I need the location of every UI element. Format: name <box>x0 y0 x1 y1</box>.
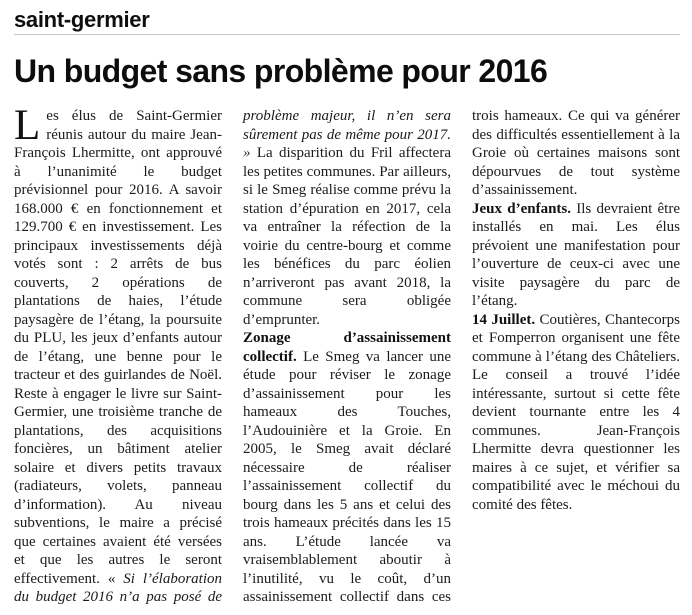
subhead-jeux: Jeux d’enfants. <box>472 200 571 217</box>
drop-cap: L <box>14 107 41 149</box>
section-kicker: saint-germier <box>14 7 150 32</box>
paragraph-14-juillet-text: Coutières, Chantecorps et Fomperron organisent une fête commune à l’étang des Châteliers. Le conseil a trouvé l’idée intéressante, surtout si cette fête devient tournante entre les 4 communes. Jean-François Lhermitte devra questionner les maires à ce sujet, et vérifier sa compatibilité avec le méchoui du comité des fêtes. <box>472 311 680 513</box>
quote-italic-text: Si l’élaboration du budget 2016 n’a pas posé de problème majeur, il n’en sera sûrement pas de même pour 2017. » <box>14 108 451 605</box>
subhead-14-juillet: 14 Juillet. <box>472 311 536 328</box>
article-headline: Un budget sans problème pour 2016 <box>14 53 548 89</box>
paragraph-intro-continuation: La disparition du Fril affectera les petites communes. Par ailleurs, si le Smeg réalise comme prévu la station d’épuration en 2017, cela va entraîner la réfection de la voirie du centre-bourg et comme les bénéfices du parc éolien n’arriveront pas avant 2018, la commune sera obligée d’emprunter. <box>243 145 451 328</box>
paragraph-14-juillet <box>472 311 680 515</box>
kicker-rule <box>14 34 680 35</box>
paragraph-intro-text: es élus de Saint-Germier réunis autour du maire Jean-François Lhermitte, ont approuvé à l’unanimité le budget prévisionnel pour 2016. A savoir 168.000 € en fonctionnement et 129.700 € en investissement. Les principaux investissements déjà votés sont : 2 arrêts de bus couverts, 2 opérations de plantations de haies, l’étude paysagère de l’étang, la poursuite du PLU, les jeux d’enfants autour de l’étang, une benne pour le tracteur et des guirlandes de Noël. Reste à engager le livre sur Saint-Germier, une troisième tranche de plantations, des acquisitions foncières, un bâtiment atelier solaire et divers petits travaux (radiateurs, volets, panneau d’information). Au niveau subventions, le maire a précisé que certaines avaient été versées et que les autres le seront effectivement. « <box>14 108 222 587</box>
paragraph-jeux-text: Ils devraient être installés en mai. Les élus prévoient une manifestation pour l’ouverture de ceux-ci avec une visite paysagère du parc de l’étang. <box>472 200 680 309</box>
paragraph-jeux <box>472 200 680 311</box>
subhead-zonage: Zonage d’assainissement collectif. <box>243 330 451 365</box>
paragraph-zonage-text: Le Smeg va lancer une étude pour réviser le zonage d’assainissement pour les hameaux des Touches, l’Audouinière et la Groie. En 2005, le Smeg avait déclaré nécessaire de réaliser l’assainissement collectif du bourg dans les 5 ans et celui des trois hameaux précités dans les 15 ans. L’étude lancée va vraisemblablement aboutir à l’inutilité, vu le coût, d’un assainissement collectif dans ces trois hameaux. Ce qui va générer des difficultés essentiellement à la Groie où certaines maisons sont dépourvues de tout système d’assainissement. <box>243 108 680 605</box>
article-body <box>14 107 680 611</box>
